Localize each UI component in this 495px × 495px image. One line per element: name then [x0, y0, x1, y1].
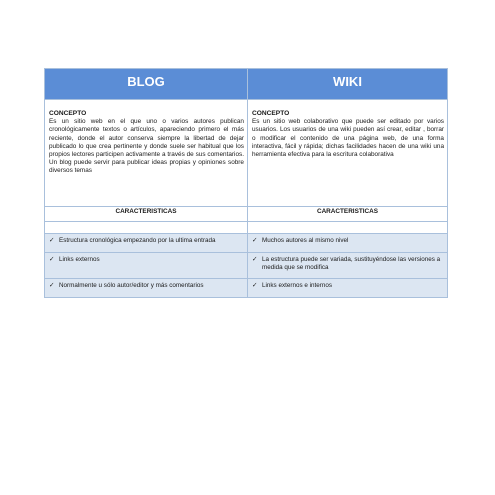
- list-item: [49, 237, 243, 245]
- wiki-item-cell: [248, 279, 448, 298]
- wiki-item-text: La estructura puede ser variada, sustituyéndose las versiones a medida que se modifica: [262, 256, 441, 271]
- check-icon: ✓: [252, 237, 258, 244]
- wiki-concept-title: CONCEPTO: [252, 110, 290, 117]
- header-row: [45, 69, 448, 100]
- wiki-spacer-cell: [248, 222, 448, 234]
- spacer-row: [45, 222, 448, 234]
- concept-row: [45, 100, 448, 207]
- list-item: [49, 256, 243, 264]
- wiki-item-text: Muchos autores al mismo nivel: [262, 237, 349, 244]
- list-item: [252, 256, 443, 272]
- blog-characteristics-label: CARACTERISTICAS: [45, 207, 248, 222]
- blog-item-text: Links externos: [59, 256, 100, 263]
- blog-item-cell: [45, 234, 248, 253]
- blog-concept-title: CONCEPTO: [49, 110, 87, 117]
- blog-concept-cell: [45, 100, 248, 207]
- comparison-table: [44, 68, 448, 298]
- wiki-item-text: Links externos e internos: [262, 282, 333, 289]
- item-row-2: [45, 253, 448, 279]
- check-icon: ✓: [252, 282, 258, 289]
- wiki-item-cell: [248, 234, 448, 253]
- wiki-header: WIKI: [248, 69, 448, 100]
- check-icon: ✓: [49, 256, 55, 263]
- blog-spacer-cell: [45, 222, 248, 234]
- list-item: [49, 282, 243, 290]
- check-icon: ✓: [49, 237, 55, 244]
- blog-concept-text: Es un sitio web en el que uno o varios autores publican cronológicamente textos o artículos, apareciendo primero el más reciente, donde el autor conserva siempre la libertad de dejar publicado lo que crea pertinente y donde suele ser habitual que los propios lectores participen activamente a través de sus comentarios. Un blog puede servir para publicar ideas propias y opiniones sobre diversos temas: [49, 118, 244, 175]
- check-icon: ✓: [49, 282, 55, 289]
- blog-item-text: Normalmente u sólo autor/editor y más comentarios: [59, 282, 204, 289]
- item-row-3: [45, 279, 448, 298]
- wiki-concept-cell: [248, 100, 448, 207]
- blog-header: BLOG: [45, 69, 248, 100]
- wiki-concept-text: Es un sitio web colaborativo que puede ser editado por varios usuarios. Los usuarios de una wiki pueden así crear, editar , borrar o modificar el contenido de una página web, de una forma interactiva, fácil y rápida; dichas facilidades hacen de una wiki una herramienta efectiva para la escritura colaborativa: [252, 118, 444, 159]
- item-row-1: [45, 234, 448, 253]
- blog-item-cell: [45, 279, 248, 298]
- list-item: [252, 237, 443, 245]
- wiki-characteristics-label: CARACTERISTICAS: [248, 207, 448, 222]
- characteristics-row: [45, 207, 448, 222]
- list-item: [252, 282, 443, 290]
- check-icon: ✓: [252, 256, 258, 263]
- wiki-item-cell: [248, 253, 448, 279]
- blog-item-text: Estructura cronológica empezando por la ultima entrada: [59, 237, 216, 244]
- blog-item-cell: [45, 253, 248, 279]
